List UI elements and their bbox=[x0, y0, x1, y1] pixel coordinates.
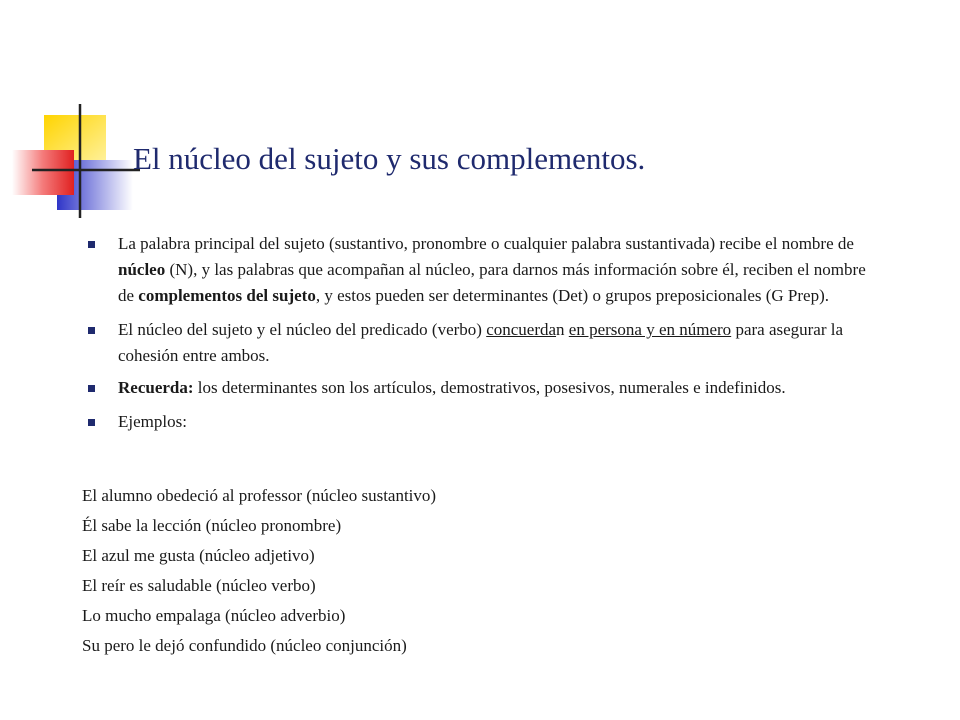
bullet-item-ejemplos bbox=[88, 409, 868, 435]
examples-list bbox=[82, 481, 782, 661]
bullet-square-icon bbox=[88, 241, 95, 248]
example-line: El reír es saludable (núcleo verbo) bbox=[82, 576, 316, 595]
bullet-text: los determinantes son los artículos, demostrativos, posesivos, numerales e indefinidos. bbox=[193, 378, 786, 397]
term-nucleo: núcleo bbox=[118, 260, 166, 279]
underlined-persona-numero: en persona y en número bbox=[568, 320, 732, 339]
red-square bbox=[12, 150, 74, 195]
bullet-text: La palabra principal del sujeto (sustantivo, pronombre o cualquier palabra sustantivada) recibe el nombre de bbox=[118, 234, 854, 253]
bullet-text: Ejemplos: bbox=[118, 412, 187, 431]
bullet-text: para asegurar la cohesión entre ambos. bbox=[118, 320, 844, 365]
example-line: Él sabe la lección (núcleo pronombre) bbox=[82, 516, 342, 535]
example-line: El azul me gusta (núcleo adjetivo) bbox=[82, 546, 315, 565]
bullet-square-icon bbox=[88, 419, 95, 426]
bullet-item-recuerda bbox=[88, 375, 868, 401]
bullet-item-concordancia bbox=[88, 317, 868, 369]
bullet-square-icon bbox=[88, 327, 95, 334]
bullet-item-nucleo bbox=[88, 231, 868, 309]
corner-decoration bbox=[0, 0, 140, 220]
underlined-concuerda: concuerda bbox=[486, 320, 557, 339]
term-complementos: complementos del sujeto bbox=[138, 286, 316, 305]
example-line: Su pero le dejó confundido (núcleo conjunción) bbox=[82, 636, 407, 655]
term-recuerda: Recuerda: bbox=[118, 378, 194, 397]
bullet-text: El núcleo del sujeto y el núcleo del predicado (verbo) bbox=[118, 320, 487, 339]
bullet-text: , y estos pueden ser determinantes (Det) o grupos preposicionales (G Prep). bbox=[315, 286, 829, 305]
bullet-square-icon bbox=[88, 385, 95, 392]
bullet-text: (N), y las palabras que acompañan al núcleo, para darnos más información sobre él, reciben el nombre de bbox=[118, 260, 866, 305]
example-line: El alumno obedeció al professor (núcleo sustantivo) bbox=[82, 486, 437, 505]
slide-title: El núcleo del sujeto y sus complementos. bbox=[133, 141, 646, 176]
example-line: Lo mucho empalaga (núcleo adverbio) bbox=[82, 606, 346, 625]
bullet-text: n bbox=[556, 320, 569, 339]
bullet-list bbox=[88, 231, 868, 443]
